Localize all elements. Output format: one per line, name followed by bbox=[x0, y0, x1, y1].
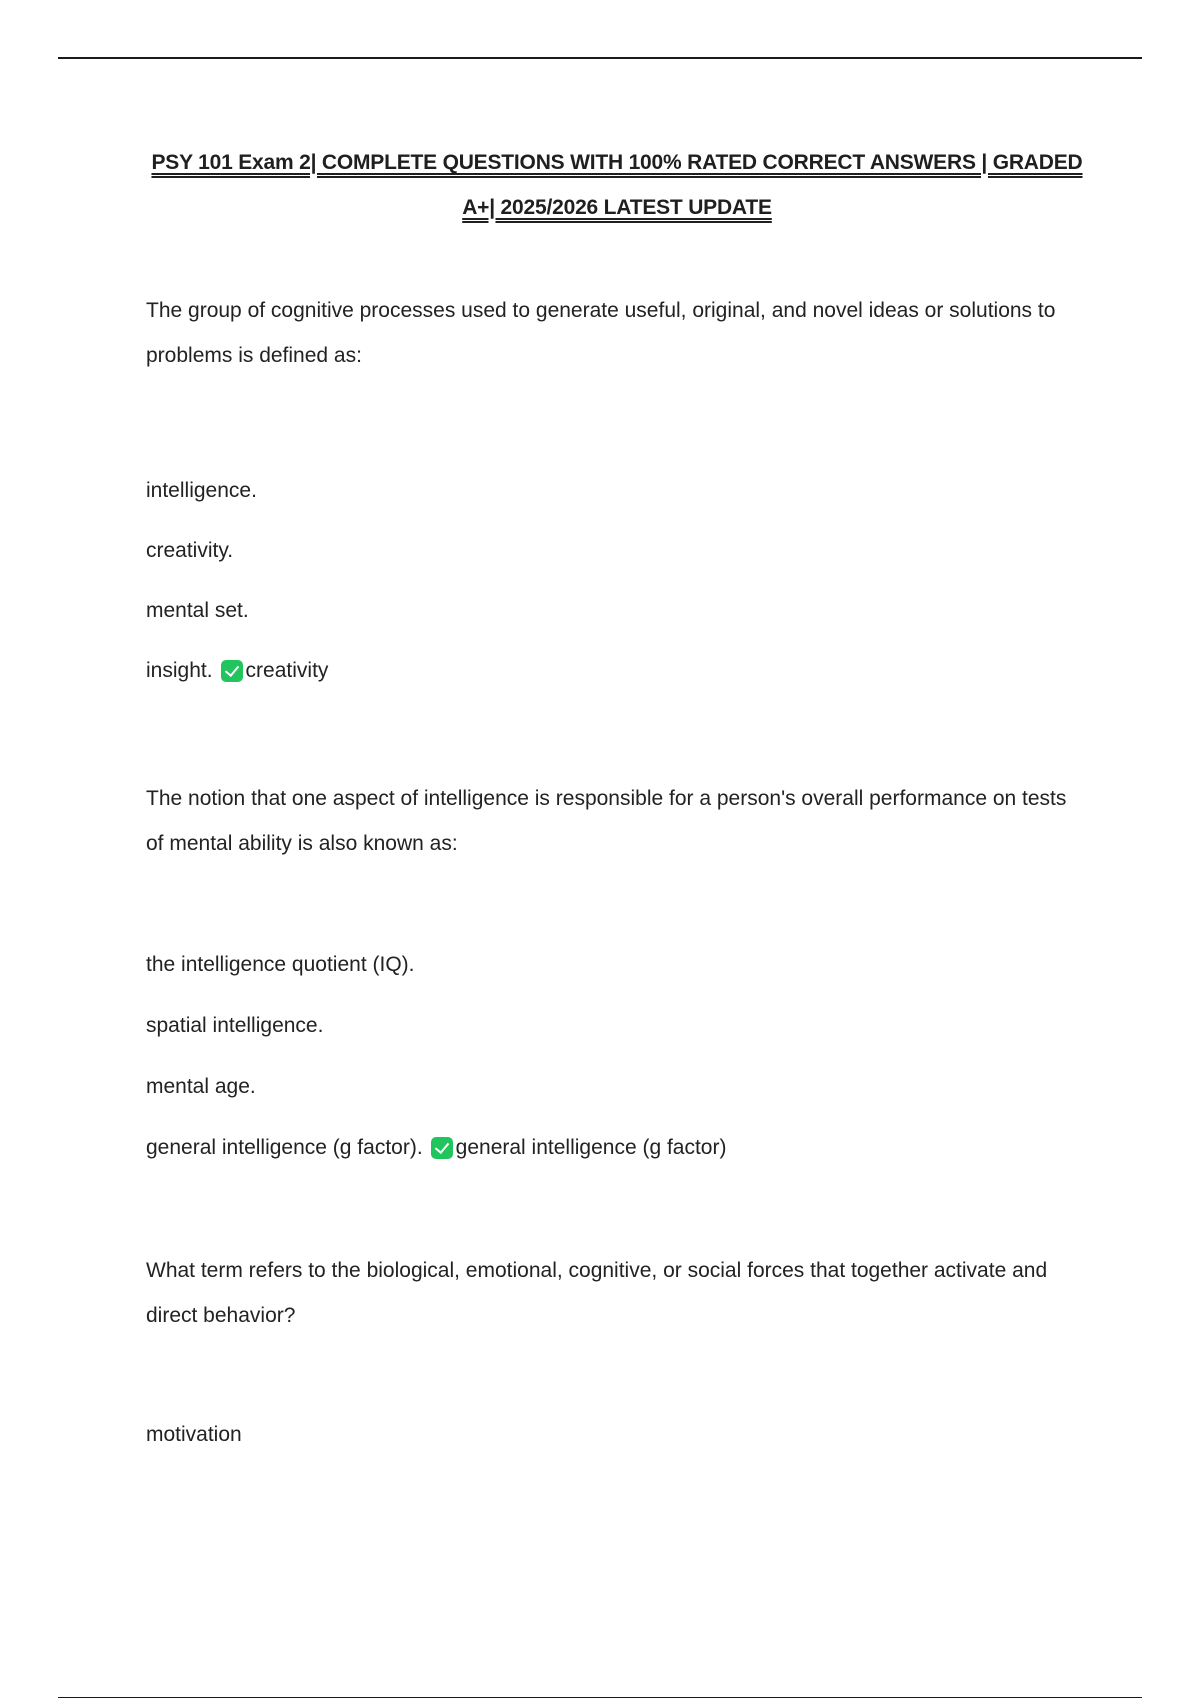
option-item-with-answer bbox=[146, 1133, 1086, 1163]
option-item: mental set. bbox=[146, 599, 249, 622]
option-item: intelligence. bbox=[146, 479, 257, 502]
green-checkmark-icon bbox=[221, 660, 243, 682]
answer-text: creativity bbox=[245, 659, 329, 683]
document-title bbox=[145, 140, 1089, 230]
green-checkmark-icon bbox=[431, 1137, 453, 1159]
correct-answer bbox=[221, 656, 329, 686]
question-block-2 bbox=[146, 776, 1086, 866]
option-item-with-answer bbox=[146, 656, 1086, 686]
correct-answer bbox=[431, 1133, 727, 1163]
question-text: What term refers to the biological, emotional, cognitive, or social forces that together activate and direct behavior? bbox=[146, 1259, 1048, 1327]
header-rule bbox=[58, 57, 1142, 59]
option-item: spatial intelligence. bbox=[146, 1014, 324, 1037]
options-list-1 bbox=[146, 476, 1086, 686]
question-block-3 bbox=[146, 1248, 1086, 1338]
title-line-2: A+| 2025/2026 LATEST UPDATE bbox=[462, 196, 772, 219]
answer-text: motivation bbox=[146, 1423, 242, 1446]
option-item: general intelligence (g factor). bbox=[146, 1136, 423, 1159]
question-text: The group of cognitive processes used to generate useful, original, and novel ideas or solutions to problems is defined as: bbox=[146, 299, 1056, 367]
option-item: mental age. bbox=[146, 1075, 256, 1098]
option-item: insight. bbox=[146, 659, 213, 682]
footer-rule bbox=[58, 1697, 1142, 1698]
question-block-1 bbox=[146, 288, 1086, 378]
option-item: the intelligence quotient (IQ). bbox=[146, 953, 415, 976]
option-item: creativity. bbox=[146, 539, 234, 562]
options-list-2 bbox=[146, 950, 1086, 1163]
question-text: The notion that one aspect of intelligence is responsible for a person's overall performance on tests of mental ability is also known as: bbox=[146, 787, 1067, 855]
answer-block-3 bbox=[146, 1420, 1086, 1450]
title-line-1: PSY 101 Exam 2| COMPLETE QUESTIONS WITH 100% RATED CORRECT ANSWERS | GRADED bbox=[151, 151, 1083, 174]
answer-text: general intelligence (g factor) bbox=[455, 1136, 727, 1160]
